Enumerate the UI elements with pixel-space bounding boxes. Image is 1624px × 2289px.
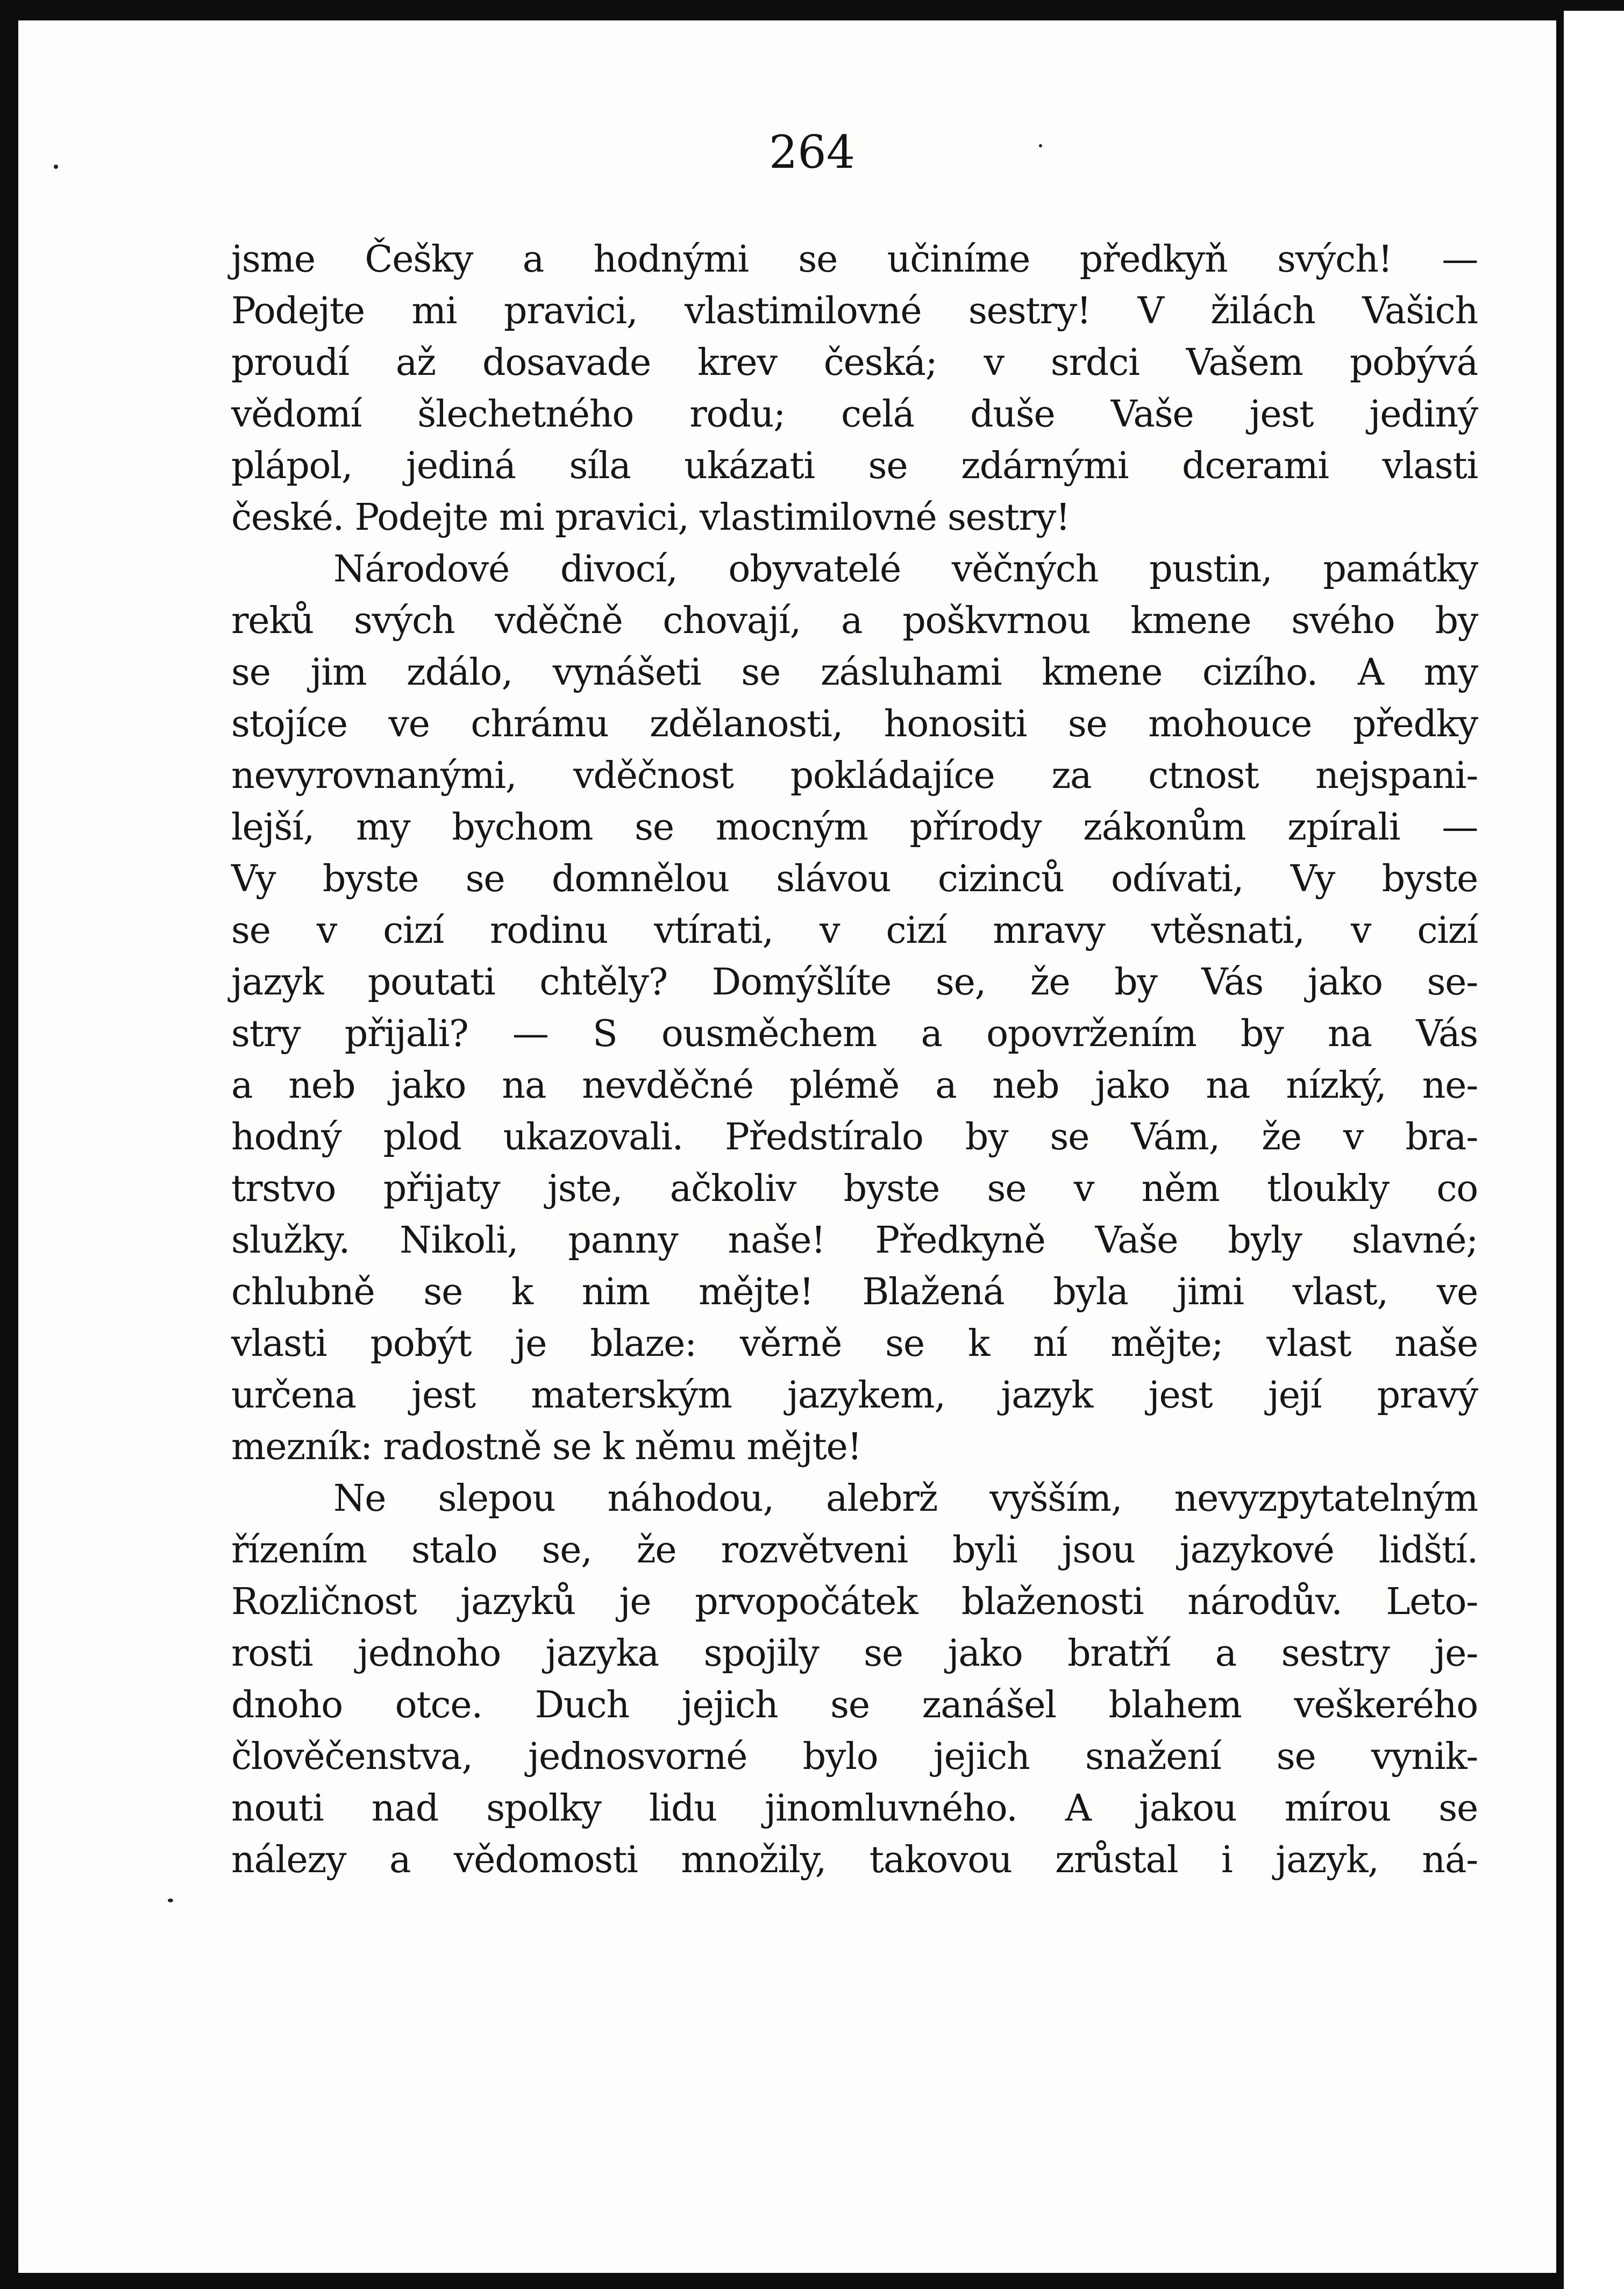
text-line: Ne slepou náhodou, alebrž vyšším, nevyzpytatelným — [333, 1477, 1478, 1520]
text-line: se jim zdálo, vynášeti se zásluhami kmene cizího. A my — [231, 651, 1478, 694]
text-line: nálezy a vědomosti množily, takovou zrůstal i jazyk, ná- — [231, 1839, 1478, 1881]
text-line: Rozličnost jazyků je prvopočátek blaženosti národův. Leto- — [231, 1581, 1478, 1623]
text-line: Vy byste se domnělou slávou cizinců odívati, Vy byste — [231, 858, 1478, 900]
text-line: vlasti pobýt je blaze: věrně se k ní mějte; vlast naše — [231, 1323, 1478, 1365]
text-line: rosti jednoho jazyka spojily se jako bratří a sestry je- — [231, 1632, 1478, 1675]
text-line: se v cizí rodinu vtírati, v cizí mravy vtěsnati, v cizí — [231, 909, 1478, 952]
text-line: a neb jako na nevděčné plémě a neb jako na nízký, ne- — [231, 1064, 1478, 1107]
text-line: chlubně se k nim mějte! Blažená byla jimi vlast, ve — [231, 1271, 1478, 1313]
text-line: lejší, my bychom se mocným přírody zákonům zpírali — — [231, 806, 1478, 849]
text-line: trstvo přijaty jste, ačkoliv byste se v něm tloukly co — [231, 1168, 1478, 1210]
text-line: služky. Nikoli, panny naše! Předkyně Vaše byly slavné; — [231, 1219, 1478, 1262]
text-line: jazyk poutati chtěly? Domýšlíte se, že by Vás jako se- — [231, 961, 1478, 1004]
text-line: mezník: radostně se k němu mějte! — [231, 1426, 861, 1468]
text-line: dnoho otce. Duch jejich se zanášel blahem veškerého — [231, 1684, 1478, 1726]
text-line: české. Podejte mi pravici, vlastimilovné sestry! — [231, 496, 1070, 539]
text-line: vědomí šlechetného rodu; celá duše Vaše jest jediný — [231, 393, 1478, 436]
text-line: nevyrovnanými, vděčnost pokládajíce za ctnost nejspani- — [231, 755, 1478, 797]
text-line: Podejte mi pravici, vlastimilovné sestry! V žilách Vašich — [231, 290, 1478, 332]
text-line: určena jest materským jazykem, jazyk jest její pravý — [231, 1374, 1478, 1417]
paragraph — [231, 544, 1478, 1473]
text-line: plápol, jediná síla ukázati se zdárnými dcerami vlasti — [231, 445, 1478, 487]
text-line: řízením stalo se, že rozvětveni byli jsou jazykové lidští. — [231, 1529, 1478, 1572]
text-line: stry přijali? — S ousměchem a opovržením by na Vás — [231, 1013, 1478, 1055]
text-line: člověčenstva, jednosvorné bylo jejich snažení se vynik- — [231, 1736, 1478, 1778]
text-line: reků svých vděčně chovají, a poškvrnou kmene svého by — [231, 600, 1478, 642]
paragraph — [231, 234, 1478, 544]
text-line: jsme Češky a hodnými se učiníme předkyň svých! — — [231, 238, 1478, 281]
text-line: stojíce ve chrámu zdělanosti, honositi se mohouce předky — [231, 703, 1478, 745]
text-line: Národové divocí, obyvatelé věčných pustin, památky — [333, 548, 1478, 591]
body-text — [231, 234, 1478, 1886]
page-number: 264 — [768, 126, 856, 179]
text-line: nouti nad spolky lidu jinomluvného. A jakou mírou se — [231, 1787, 1478, 1830]
print-speck — [168, 1899, 173, 1902]
page-edge-margin — [1564, 11, 1624, 2289]
paragraph — [231, 1473, 1478, 1886]
text-line: proudí až dosavade krev česká; v srdci Vašem pobývá — [231, 342, 1478, 384]
text-line: hodný plod ukazovali. Předstíralo by se Vám, že v bra- — [231, 1116, 1478, 1158]
